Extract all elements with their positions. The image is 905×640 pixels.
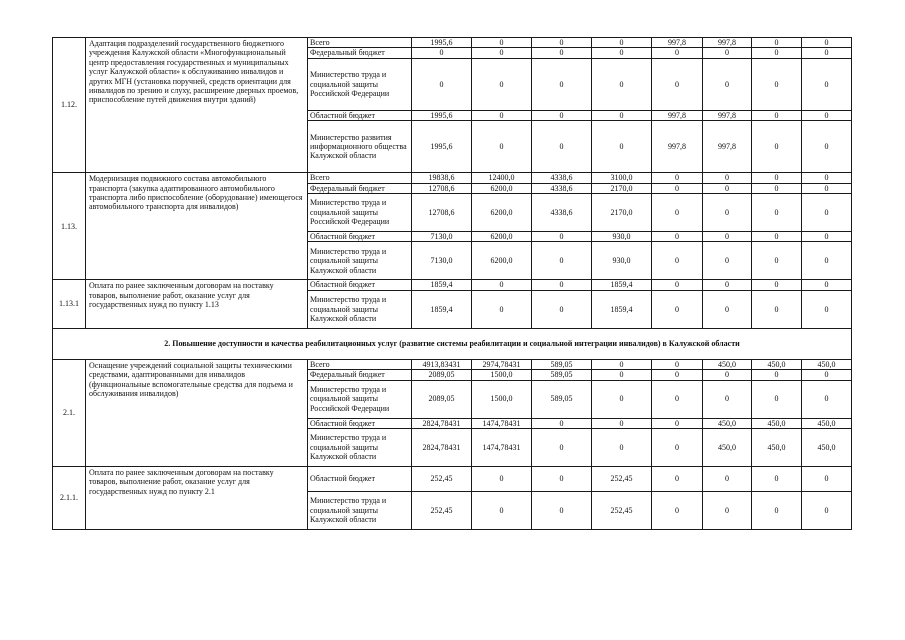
funding-source: Федеральный бюджет <box>308 370 412 380</box>
amount-cell: 0 <box>592 38 652 48</box>
amount-cell: 0 <box>532 110 592 120</box>
amount-cell: 0 <box>592 380 652 418</box>
amount-cell: 589,05 <box>532 380 592 418</box>
funding-source: Министерство труда и социальной защиты Российской Федерации <box>308 380 412 418</box>
amount-cell: 0 <box>472 492 532 530</box>
item-description: Модернизация подвижного состава автомобильного транспорта (закупка адаптированного автомобильного транспорта либо приспособление (оборудование) имеющегося автомобильного транспорта для инвалидов) <box>86 173 308 280</box>
amount-cell: 0 <box>802 280 852 290</box>
amount-cell: 0 <box>752 280 802 290</box>
funding-source: Министерство труда и социальной защиты Калужской области <box>308 429 412 467</box>
amount-cell: 0 <box>752 290 802 328</box>
amount-cell: 0 <box>652 359 703 369</box>
amount-cell: 0 <box>652 370 703 380</box>
amount-cell: 4338,6 <box>532 173 592 183</box>
amount-cell: 0 <box>652 242 703 280</box>
table-row <box>53 467 852 492</box>
funding-source: Министерство труда и социальной защиты Российской Федерации <box>308 194 412 232</box>
section-title: 2. Повышение доступности и качества реабилитационных услуг (развитие системы реабилитации и социальной интеграции инвалидов) в Калужской области <box>53 328 852 359</box>
amount-cell: 0 <box>532 280 592 290</box>
amount-cell: 6200,0 <box>472 183 532 193</box>
funding-source: Министерство труда и социальной защиты Калужской области <box>308 492 412 530</box>
amount-cell: 0 <box>592 359 652 369</box>
amount-cell: 0 <box>752 467 802 492</box>
amount-cell: 0 <box>752 173 802 183</box>
amount-cell: 0 <box>802 290 852 328</box>
amount-cell: 12708,6 <box>412 194 472 232</box>
amount-cell: 0 <box>802 467 852 492</box>
amount-cell: 1859,4 <box>412 280 472 290</box>
amount-cell: 1859,4 <box>592 280 652 290</box>
funding-source: Областной бюджет <box>308 232 412 242</box>
amount-cell: 0 <box>652 280 703 290</box>
amount-cell: 0 <box>752 380 802 418</box>
amount-cell: 997,8 <box>652 38 703 48</box>
funding-source: Министерство труда и социальной защиты Калужской области <box>308 290 412 328</box>
amount-cell: 0 <box>802 48 852 58</box>
item-number: 1.12. <box>53 38 86 173</box>
amount-cell: 450,0 <box>802 418 852 428</box>
amount-cell: 2824,78431 <box>412 429 472 467</box>
amount-cell: 4338,6 <box>532 194 592 232</box>
amount-cell: 4913,83431 <box>412 359 472 369</box>
amount-cell: 0 <box>532 242 592 280</box>
amount-cell: 2170,0 <box>592 183 652 193</box>
amount-cell: 0 <box>652 232 703 242</box>
amount-cell: 930,0 <box>592 232 652 242</box>
amount-cell: 0 <box>703 280 752 290</box>
amount-cell: 0 <box>752 110 802 120</box>
item-description: Оплата по ранее заключенным договорам на поставку товаров, выполнение работ, оказание услуг для государственных нужд по пункту 1.13 <box>86 280 308 328</box>
amount-cell: 0 <box>703 242 752 280</box>
amount-cell: 0 <box>592 121 652 173</box>
amount-cell: 0 <box>592 58 652 110</box>
amount-cell: 450,0 <box>802 359 852 369</box>
amount-cell: 0 <box>412 48 472 58</box>
amount-cell: 2974,78431 <box>472 359 532 369</box>
funding-source: Всего <box>308 38 412 48</box>
amount-cell: 0 <box>532 418 592 428</box>
amount-cell: 0 <box>752 492 802 530</box>
amount-cell: 0 <box>652 58 703 110</box>
amount-cell: 0 <box>532 38 592 48</box>
amount-cell: 0 <box>592 429 652 467</box>
amount-cell: 6200,0 <box>472 232 532 242</box>
amount-cell: 0 <box>652 290 703 328</box>
table-row <box>53 280 852 290</box>
amount-cell: 0 <box>802 370 852 380</box>
funding-source: Министерство развития информационного общества Калужской области <box>308 121 412 173</box>
section-header-row <box>53 328 852 359</box>
amount-cell: 0 <box>802 121 852 173</box>
funding-source: Областной бюджет <box>308 110 412 120</box>
amount-cell: 0 <box>592 110 652 120</box>
amount-cell: 252,45 <box>412 467 472 492</box>
amount-cell: 3100,0 <box>592 173 652 183</box>
funding-source: Областной бюджет <box>308 280 412 290</box>
amount-cell: 0 <box>472 280 532 290</box>
amount-cell: 0 <box>652 492 703 530</box>
amount-cell: 997,8 <box>703 121 752 173</box>
funding-source: Областной бюджет <box>308 418 412 428</box>
amount-cell: 450,0 <box>703 418 752 428</box>
amount-cell: 0 <box>652 467 703 492</box>
amount-cell: 0 <box>703 194 752 232</box>
amount-cell: 0 <box>592 418 652 428</box>
amount-cell: 0 <box>532 467 592 492</box>
amount-cell: 0 <box>802 194 852 232</box>
amount-cell: 0 <box>802 232 852 242</box>
amount-cell: 0 <box>532 121 592 173</box>
amount-cell: 0 <box>472 290 532 328</box>
amount-cell: 450,0 <box>802 429 852 467</box>
amount-cell: 450,0 <box>703 359 752 369</box>
amount-cell: 0 <box>802 492 852 530</box>
amount-cell: 450,0 <box>703 429 752 467</box>
amount-cell: 12400,0 <box>472 173 532 183</box>
amount-cell: 450,0 <box>752 429 802 467</box>
amount-cell: 0 <box>532 290 592 328</box>
amount-cell: 1500,0 <box>472 380 532 418</box>
amount-cell: 0 <box>703 467 752 492</box>
amount-cell: 0 <box>652 173 703 183</box>
amount-cell: 7130,0 <box>412 242 472 280</box>
amount-cell: 2824,78431 <box>412 418 472 428</box>
amount-cell: 0 <box>752 242 802 280</box>
funding-source: Министерство труда и социальной защиты Российской Федерации <box>308 58 412 110</box>
amount-cell: 6200,0 <box>472 242 532 280</box>
amount-cell: 0 <box>802 173 852 183</box>
amount-cell: 930,0 <box>592 242 652 280</box>
budget-table <box>52 37 852 530</box>
table-row <box>53 173 852 183</box>
amount-cell: 0 <box>652 429 703 467</box>
funding-source: Всего <box>308 173 412 183</box>
amount-cell: 0 <box>703 290 752 328</box>
amount-cell: 0 <box>592 48 652 58</box>
amount-cell: 0 <box>703 380 752 418</box>
amount-cell: 1995,6 <box>412 38 472 48</box>
table-body <box>53 38 852 530</box>
amount-cell: 0 <box>472 58 532 110</box>
amount-cell: 0 <box>652 418 703 428</box>
amount-cell: 0 <box>752 194 802 232</box>
amount-cell: 0 <box>752 38 802 48</box>
amount-cell: 2170,0 <box>592 194 652 232</box>
amount-cell: 1500,0 <box>472 370 532 380</box>
funding-source: Федеральный бюджет <box>308 183 412 193</box>
amount-cell: 4338,6 <box>532 183 592 193</box>
amount-cell: 0 <box>532 429 592 467</box>
amount-cell: 0 <box>752 183 802 193</box>
amount-cell: 0 <box>652 380 703 418</box>
item-number: 1.13. <box>53 173 86 280</box>
amount-cell: 0 <box>802 58 852 110</box>
item-number: 1.13.1 <box>53 280 86 328</box>
amount-cell: 997,8 <box>703 38 752 48</box>
amount-cell: 0 <box>703 232 752 242</box>
amount-cell: 450,0 <box>752 418 802 428</box>
item-description: Адаптация подразделений государственного бюджетного учреждения Калужской области «Многофункциональный центр предоставления государственных и муниципальных услуг Калужской области» к обслуживанию инвалидов и других МГН (установка поручней, средств ориентации для инвалидов по зрению и слуху, расширение дверных проемов, приспособление путей движения внутри зданий) <box>86 38 308 173</box>
amount-cell: 1995,6 <box>412 110 472 120</box>
amount-cell: 1474,78431 <box>472 429 532 467</box>
item-description: Оплата по ранее заключенным договорам на поставку товаров, выполнение работ, оказание услуг для государственных нужд по пункту 2.1 <box>86 467 308 530</box>
amount-cell: 997,8 <box>703 110 752 120</box>
amount-cell: 0 <box>703 370 752 380</box>
amount-cell: 0 <box>752 58 802 110</box>
amount-cell: 0 <box>652 183 703 193</box>
table-row <box>53 38 852 48</box>
amount-cell: 252,45 <box>592 467 652 492</box>
amount-cell: 0 <box>802 38 852 48</box>
amount-cell: 997,8 <box>652 110 703 120</box>
amount-cell: 1995,6 <box>412 121 472 173</box>
amount-cell: 0 <box>802 183 852 193</box>
amount-cell: 0 <box>652 48 703 58</box>
item-description: Оснащение учреждений социальной защиты техническими средствами, адаптированными для инвалидов (функциональные вспомогательные средства для подъема и обслуживания инвалидов) <box>86 359 308 466</box>
amount-cell: 0 <box>703 492 752 530</box>
amount-cell: 0 <box>532 48 592 58</box>
amount-cell: 589,05 <box>532 370 592 380</box>
funding-source: Федеральный бюджет <box>308 48 412 58</box>
amount-cell: 0 <box>752 232 802 242</box>
amount-cell: 997,8 <box>652 121 703 173</box>
amount-cell: 2089,05 <box>412 380 472 418</box>
amount-cell: 0 <box>752 370 802 380</box>
table-row <box>53 359 852 369</box>
item-number: 2.1.1. <box>53 467 86 530</box>
amount-cell: 0 <box>802 110 852 120</box>
amount-cell: 0 <box>703 183 752 193</box>
amount-cell: 0 <box>652 194 703 232</box>
amount-cell: 252,45 <box>412 492 472 530</box>
amount-cell: 0 <box>472 467 532 492</box>
amount-cell: 0 <box>703 58 752 110</box>
amount-cell: 0 <box>472 110 532 120</box>
amount-cell: 0 <box>752 121 802 173</box>
amount-cell: 6200,0 <box>472 194 532 232</box>
amount-cell: 1859,4 <box>592 290 652 328</box>
amount-cell: 0 <box>802 380 852 418</box>
amount-cell: 0 <box>703 48 752 58</box>
item-number: 2.1. <box>53 359 86 466</box>
amount-cell: 450,0 <box>752 359 802 369</box>
amount-cell: 589,05 <box>532 359 592 369</box>
amount-cell: 0 <box>472 38 532 48</box>
amount-cell: 0 <box>802 242 852 280</box>
amount-cell: 0 <box>532 58 592 110</box>
amount-cell: 0 <box>703 173 752 183</box>
amount-cell: 2089,05 <box>412 370 472 380</box>
amount-cell: 0 <box>472 48 532 58</box>
funding-source: Областной бюджет <box>308 467 412 492</box>
amount-cell: 12708,6 <box>412 183 472 193</box>
amount-cell: 1859,4 <box>412 290 472 328</box>
amount-cell: 7130,0 <box>412 232 472 242</box>
amount-cell: 19838,6 <box>412 173 472 183</box>
amount-cell: 1474,78431 <box>472 418 532 428</box>
amount-cell: 0 <box>472 121 532 173</box>
amount-cell: 0 <box>532 232 592 242</box>
funding-source: Всего <box>308 359 412 369</box>
amount-cell: 0 <box>412 58 472 110</box>
amount-cell: 0 <box>752 48 802 58</box>
funding-source: Министерство труда и социальной защиты Калужской области <box>308 242 412 280</box>
amount-cell: 252,45 <box>592 492 652 530</box>
amount-cell: 0 <box>592 370 652 380</box>
amount-cell: 0 <box>532 492 592 530</box>
